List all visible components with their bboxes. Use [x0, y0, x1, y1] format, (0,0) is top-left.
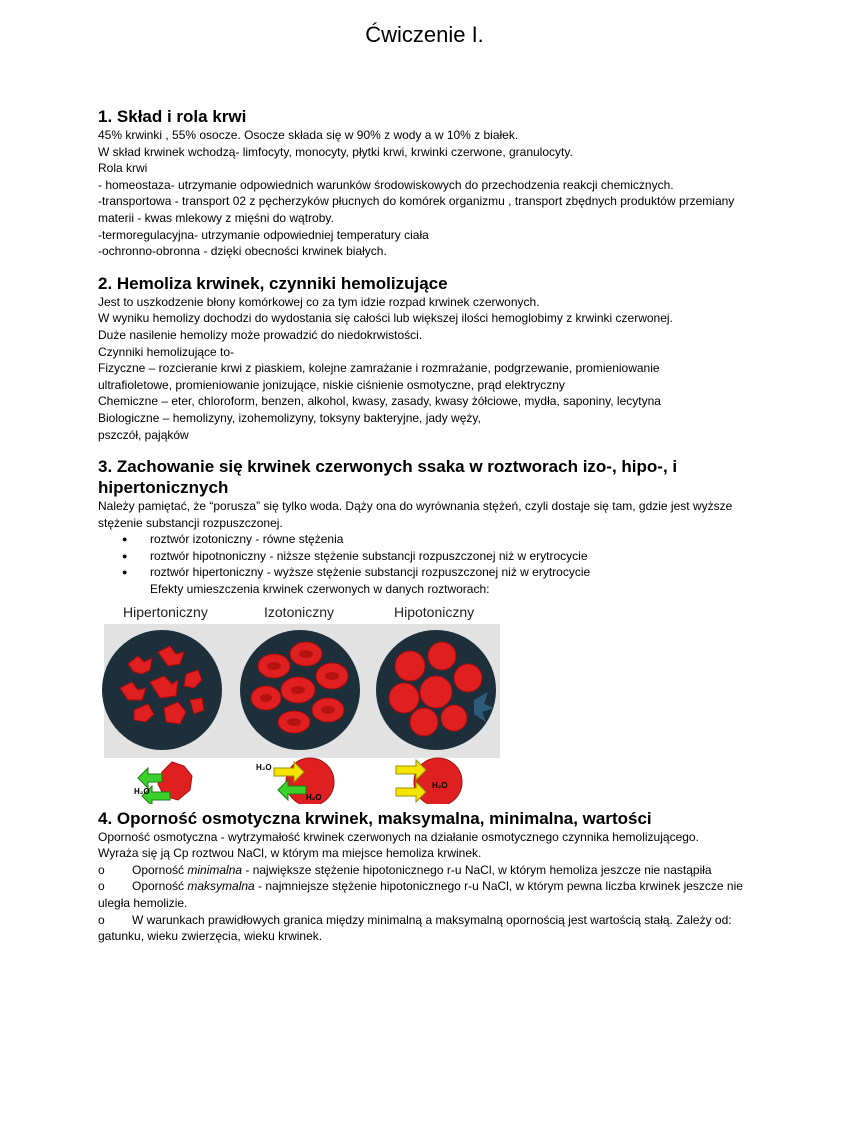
water-label: H₂O	[134, 786, 150, 796]
text-line: Chemiczne – eter, chloroform, benzen, alkohol, kwasy, zasady, kwasy żółciowe, mydła, saponiny, lecytyna	[98, 394, 661, 409]
water-label: H₂O	[306, 792, 322, 802]
list-marker: o	[98, 862, 105, 877]
section-3	[98, 456, 768, 804]
swollen-cell	[395, 651, 425, 681]
list-item: o Oporność maksymalna - najmniejsze stężenie hipotonicznego r-u NaCl, w którym pewna liczba krwinek jeszcze nie uległa hemolizie.	[98, 879, 743, 911]
list-item: ● roztwór hipertoniczny - wyższe stężenie substancji rozpuszczonej niż w erytrocycie	[98, 564, 768, 581]
text-line: Duże nasilenie hemolizy może prowadzić do niedokrwistości.	[98, 327, 423, 342]
hypertonic-schematic	[138, 762, 192, 804]
text-line: Fizyczne – rozcieranie krwi z piaskiem, kolejne zamrażanie i rozmrażanie, podgrzewanie, promieniowanie ultrafioletowe, promieniowanie jonizujące, niskie ciśnienie osmotyczne, prąd elektryczny	[98, 361, 660, 392]
text-line: Jest to uszkodzenie błony komórkowej co za tym idzie rozpad krwinek czerwonych.	[98, 294, 540, 309]
list-item: o W warunkach prawidłowych granica między minimalną a maksymalną opornością jest wartością stałą. Zależy od: gatunku, wieku zwierzęcia, wieku krwinek.	[98, 912, 732, 944]
section-2	[98, 273, 768, 443]
text-line: Należy pamiętać, że “porusza” się tylko woda. Dąży ona do wyrównania stężeń, czyli dostaje się tam, gdzie jest wyższe stężenie substancji rozpuszczonej.	[98, 499, 733, 530]
water-label: H₂O	[432, 780, 448, 790]
rbc-tonicity-figure	[98, 604, 498, 804]
swollen-cell	[420, 676, 452, 708]
figure-label-isotonic: Izotoniczny	[264, 603, 335, 620]
section-3-heading: 3. Zachowanie się krwinek czerwonych ssaka w roztworach izo-, hipo-, i hipertonicznych	[98, 457, 678, 498]
list-marker: o	[98, 879, 105, 894]
figure-label-hypotonic: Hipotoniczny	[394, 603, 475, 620]
swollen-cell	[454, 664, 482, 692]
text-line: -termoregulacyjna- utrzymanie odpowiedniej temperatury ciała	[98, 227, 429, 242]
list-item: o Oporność minimalna - największe stężenie hipotonicznego r-u NaCl, w którym hemoliza jeszcze nie nastąpiła	[98, 862, 712, 877]
section-4-heading: 4. Oporność osmotyczna krwinek, maksymalna, minimalna, wartości	[98, 808, 652, 828]
text-line: -transportowa - transport 02 z pęcherzyków płucnych do komórek organizmu , transport zbędnych produktów przemiany materii - kwas mlekowy z mięśni do wątroby.	[98, 194, 735, 225]
text-line: pszczół, pająków	[98, 427, 189, 442]
text-line: Biologiczne – hemolizyny, izohemolizyny, toksyny bakteryjne, jady węży,	[98, 410, 481, 425]
list-marker: o	[98, 912, 105, 927]
text-line: Efekty umieszczenia krwinek czerwonych w danych roztworach:	[150, 582, 490, 597]
text-line: W skład krwinek wchodzą- limfocyty, monocyty, płytki krwi, krwinki czerwone, granulocyty.	[98, 144, 573, 159]
text-line: Rola krwi	[98, 161, 148, 176]
text-line: - homeostaza- utrzymanie odpowiednich warunków środowiskowych do przechodzenia reakcji chemicznych.	[98, 177, 674, 192]
page-title: Ćwiczenie I.	[365, 22, 484, 47]
section-4	[98, 808, 768, 945]
hypotonic-schematic	[396, 758, 462, 804]
figure-illustration	[98, 604, 498, 804]
text-line: Oporność osmotyczna - wytrzymałość krwinek czerwonych na działanie osmotycznego czynnika hemolizującego.	[98, 829, 699, 844]
isotonic-schematic	[274, 758, 334, 804]
section-1	[98, 106, 768, 260]
text-line: Wyraża się ją Cp roztwou NaCl, w którym ma miejsce hemoliza krwinek.	[98, 846, 482, 861]
water-label: H₂O	[256, 762, 272, 772]
swollen-cell	[389, 683, 419, 713]
text-line: Czynniki hemolizujące to-	[98, 344, 235, 359]
swollen-cell	[441, 705, 467, 731]
text-line: 45% krwinki , 55% osocze. Osocze składa się w 90% z wody a w 10% z białek.	[98, 128, 519, 142]
list-item: ● roztwór izotoniczny - równe stężenia	[98, 531, 768, 548]
text-line: -ochronno-obronna - dzięki obecności krwinek białych.	[98, 244, 387, 259]
text-line: W wyniku hemolizy dochodzi do wydostania się całości lub większej ilości hemoglobimy z krwinki czerwonej.	[98, 311, 673, 326]
figure-label-hypertonic: Hipertoniczny	[123, 603, 208, 620]
swollen-cell	[428, 642, 456, 670]
bullet-list	[98, 531, 768, 581]
list-item: ● roztwór hipotnoniczny - niższe stężenie substancji rozpuszczonej niż w erytrocycie	[98, 548, 768, 565]
section-1-heading: 1. Skład i rola krwi	[98, 107, 247, 126]
section-2-heading: 2. Hemoliza krwinek, czynniki hemolizujące	[98, 273, 448, 293]
swollen-cell	[410, 708, 438, 736]
document-body	[98, 106, 768, 945]
